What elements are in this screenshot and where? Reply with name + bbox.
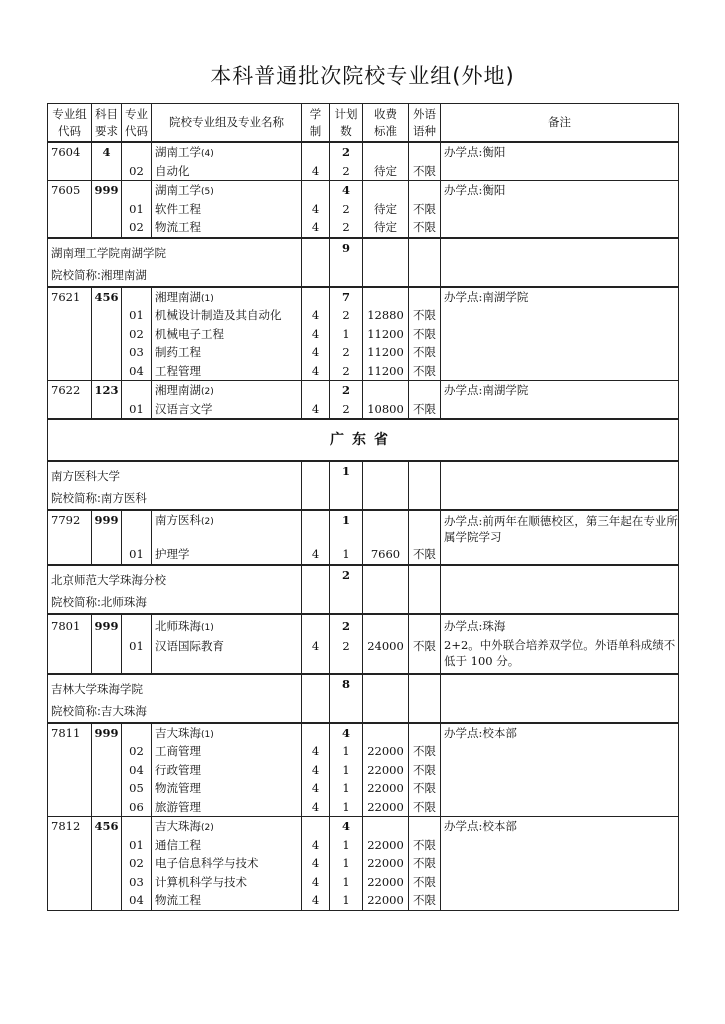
group-plan: 4: [341, 819, 350, 833]
major-name: 汉语国际教育: [155, 638, 224, 653]
note: 办学点:南湖学院: [444, 289, 529, 304]
major-code: 04: [129, 363, 144, 378]
group-code: 7812: [51, 819, 81, 833]
major-name: 汉语言文学: [155, 401, 213, 416]
major-code: 01: [129, 837, 144, 852]
fee: 11200: [367, 345, 404, 359]
header-code: 专业组 代码: [48, 104, 92, 143]
major-code: 02: [129, 220, 144, 234]
group-plan: 2: [341, 383, 350, 397]
years: 4: [311, 547, 320, 561]
years: 4: [311, 308, 320, 322]
subject-req: 999: [94, 618, 119, 633]
major-code: 02: [129, 326, 144, 341]
note: 办学点:南湖学院: [444, 383, 529, 397]
group-name: 湘理南湖(2): [155, 383, 214, 397]
lang: 不限: [413, 744, 436, 758]
fee: 待定: [374, 220, 397, 234]
major-plan: 1: [342, 799, 350, 814]
major-code: 02: [129, 163, 144, 178]
major-code: 03: [129, 874, 144, 889]
years: 4: [311, 837, 320, 852]
major-name: 物流管理: [155, 781, 201, 795]
lang: 不限: [413, 308, 436, 322]
lang: 不限: [413, 781, 436, 795]
note: 办学点:校本部: [444, 725, 517, 740]
note: 办学点:珠海: [444, 618, 506, 633]
institution-row: [48, 461, 679, 510]
institution-name: 吉林大学珠海学院: [51, 681, 143, 696]
major-name: 软件工程: [155, 201, 201, 216]
header-fee: 收费 标准: [363, 104, 409, 143]
major-plan: 1: [342, 547, 350, 561]
subject-req: 456: [94, 819, 119, 833]
subject-req: 999: [94, 183, 119, 197]
major-name: 电子信息科学与技术: [155, 856, 259, 870]
major-plan: 2: [342, 163, 350, 178]
major-plan: 1: [342, 762, 350, 777]
subject-req: 999: [94, 513, 119, 527]
years: 4: [311, 163, 320, 178]
group-name: 吉大珠海(2): [155, 819, 214, 833]
fee: 7660: [370, 547, 401, 561]
major-name: 旅游管理: [155, 799, 201, 814]
years: 4: [311, 345, 320, 359]
group-code: 7621: [51, 289, 81, 304]
province-heading: 广东省: [330, 432, 396, 448]
admission-table: [47, 103, 679, 911]
lang: 不限: [413, 163, 436, 178]
lang: 不限: [413, 893, 436, 907]
major-name: 制药工程: [155, 345, 201, 359]
group-plan: 7: [341, 289, 350, 304]
group-row: [48, 817, 679, 911]
major-plan: 1: [342, 326, 350, 341]
fee: 22000: [367, 893, 404, 907]
group-code: 7605: [51, 183, 81, 197]
header-lang: 外语 语种: [409, 104, 441, 143]
major-plan: 2: [342, 363, 350, 378]
lang: 不限: [413, 401, 436, 416]
years: 4: [311, 220, 320, 234]
fee: 22000: [367, 799, 404, 814]
years: 4: [311, 781, 320, 795]
group-plan: 2: [341, 618, 350, 633]
institution-row: [48, 565, 679, 614]
major-code: 04: [129, 893, 144, 907]
lang: 不限: [413, 837, 436, 852]
lang: 不限: [413, 363, 436, 378]
years: 4: [311, 201, 320, 216]
group-code: 7811: [51, 725, 81, 740]
major-plan: 2: [342, 308, 350, 322]
years: 4: [311, 326, 320, 341]
note: 办学点:衡阳: [444, 183, 506, 197]
major-plan: 1: [342, 837, 350, 852]
institution-plan: 2: [341, 567, 350, 582]
group-row: [48, 723, 679, 817]
institution-row: [48, 238, 679, 287]
major-plan: 1: [342, 744, 350, 758]
fee: 11200: [367, 326, 404, 341]
group-plan: 4: [341, 725, 350, 740]
subject-req: 456: [94, 289, 119, 304]
institution-plan: 8: [341, 676, 350, 691]
lang: 不限: [413, 547, 436, 561]
major-name: 护理学: [155, 547, 190, 561]
major-code: 04: [129, 762, 144, 777]
group-name: 湖南工学(4): [155, 145, 214, 159]
note: 办学点:校本部: [444, 819, 517, 833]
group-plan: 2: [341, 145, 350, 159]
note: 办学点:前两年在顺德校区，第三年起在专业所属学院学习: [444, 514, 678, 544]
major-name: 物流工程: [155, 220, 201, 234]
major-code: 06: [129, 799, 144, 814]
note: 办学点:衡阳: [444, 145, 506, 159]
subject-req: 123: [94, 383, 119, 397]
fee: 待定: [374, 163, 397, 178]
institution-short: 院校简称:湘理南湖: [51, 267, 147, 282]
group-code: 7792: [51, 513, 81, 527]
lang: 不限: [413, 874, 436, 889]
major-name: 行政管理: [155, 762, 201, 777]
fee: 22000: [367, 744, 404, 758]
major-note: 2+2。中外联合培养双学位。外语单科成绩不低于 100 分。: [444, 637, 676, 668]
years: 4: [311, 762, 320, 777]
group-name: 湘理南湖(1): [155, 289, 214, 304]
group-name: 湖南工学(5): [155, 183, 214, 197]
table-header: [48, 104, 679, 143]
fee: 12880: [367, 308, 404, 322]
years: 4: [311, 401, 320, 416]
group-row: [48, 614, 679, 674]
major-plan: 2: [342, 401, 350, 416]
major-plan: 2: [342, 201, 350, 216]
major-plan: 2: [342, 345, 350, 359]
lang: 不限: [413, 220, 436, 234]
major-name: 通信工程: [155, 837, 201, 852]
header-note: 备注: [441, 104, 679, 143]
major-name: 工商管理: [155, 744, 201, 758]
header-years: 学 制: [302, 104, 330, 143]
major-code: 01: [129, 401, 144, 416]
major-code: 01: [129, 308, 144, 322]
major-code: 03: [129, 345, 144, 359]
fee: 11200: [367, 363, 404, 378]
lang: 不限: [413, 326, 436, 341]
major-name: 工程管理: [155, 363, 201, 378]
years: 4: [311, 744, 320, 758]
group-name: 吉大珠海(1): [155, 725, 214, 740]
group-plan: 4: [341, 183, 350, 197]
major-code: 02: [129, 744, 144, 758]
institution-short: 院校简称:北师珠海: [51, 594, 147, 609]
institution-row: [48, 674, 679, 723]
fee: 22000: [367, 781, 404, 795]
fee: 22000: [367, 837, 404, 852]
lang: 不限: [413, 799, 436, 814]
province-row: [48, 419, 679, 461]
fee: 10800: [367, 401, 404, 416]
years: 4: [311, 363, 320, 378]
group-plan: 1: [341, 513, 350, 527]
header-plan: 计划 数: [330, 104, 363, 143]
major-name: 自动化: [155, 163, 190, 178]
fee: 22000: [367, 874, 404, 889]
lang: 不限: [413, 345, 436, 359]
major-code: 01: [129, 547, 144, 561]
group-row: [48, 287, 679, 381]
major-name: 机械电子工程: [155, 326, 224, 341]
major-code: 01: [129, 201, 144, 216]
group-row: [48, 142, 679, 181]
fee: 待定: [374, 201, 397, 216]
major-name: 机械设计制造及其自动化: [155, 308, 282, 322]
institution-name: 北京师范大学珠海分校: [51, 572, 166, 587]
group-row: [48, 381, 679, 420]
institution-name: 南方医科大学: [51, 469, 120, 483]
page-title: 本科普通批次院校专业组(外地): [210, 64, 515, 88]
years: 4: [311, 638, 320, 653]
group-name: 南方医科(2): [155, 513, 214, 527]
institution-short: 院校简称:吉大珠海: [51, 703, 147, 718]
years: 4: [311, 856, 320, 870]
header-name: 院校专业组及专业名称: [152, 104, 302, 143]
group-code: 7622: [51, 383, 81, 397]
group-code: 7801: [51, 618, 81, 633]
major-plan: 2: [342, 220, 350, 234]
major-code: 02: [129, 856, 144, 870]
group-name: 北师珠海(1): [155, 618, 214, 633]
group-code: 7604: [51, 145, 81, 159]
group-row: [48, 181, 679, 238]
years: 4: [311, 893, 320, 907]
lang: 不限: [413, 762, 436, 777]
major-plan: 1: [342, 781, 350, 795]
group-row: [48, 510, 679, 565]
fee: 24000: [367, 638, 404, 653]
header-major-code: 专业 代码: [122, 104, 152, 143]
institution-name: 湖南理工学院南湖学院: [51, 245, 166, 260]
years: 4: [311, 799, 320, 814]
years: 4: [311, 874, 320, 889]
subject-req: 4: [102, 145, 111, 159]
major-plan: 2: [342, 638, 350, 653]
major-plan: 1: [342, 874, 350, 889]
lang: 不限: [413, 201, 436, 216]
major-plan: 1: [342, 893, 350, 907]
major-name: 物流工程: [155, 893, 201, 907]
lang: 不限: [413, 638, 436, 653]
major-code: 05: [129, 781, 144, 795]
header-subject: 科目 要求: [92, 104, 122, 143]
major-plan: 1: [342, 856, 350, 870]
fee: 22000: [367, 762, 404, 777]
fee: 22000: [367, 856, 404, 870]
subject-req: 999: [94, 725, 119, 740]
institution-plan: 1: [341, 464, 350, 478]
lang: 不限: [413, 856, 436, 870]
major-code: 01: [129, 638, 144, 653]
institution-plan: 9: [341, 240, 350, 255]
major-name: 计算机科学与技术: [155, 874, 247, 889]
institution-short: 院校简称:南方医科: [51, 491, 147, 505]
